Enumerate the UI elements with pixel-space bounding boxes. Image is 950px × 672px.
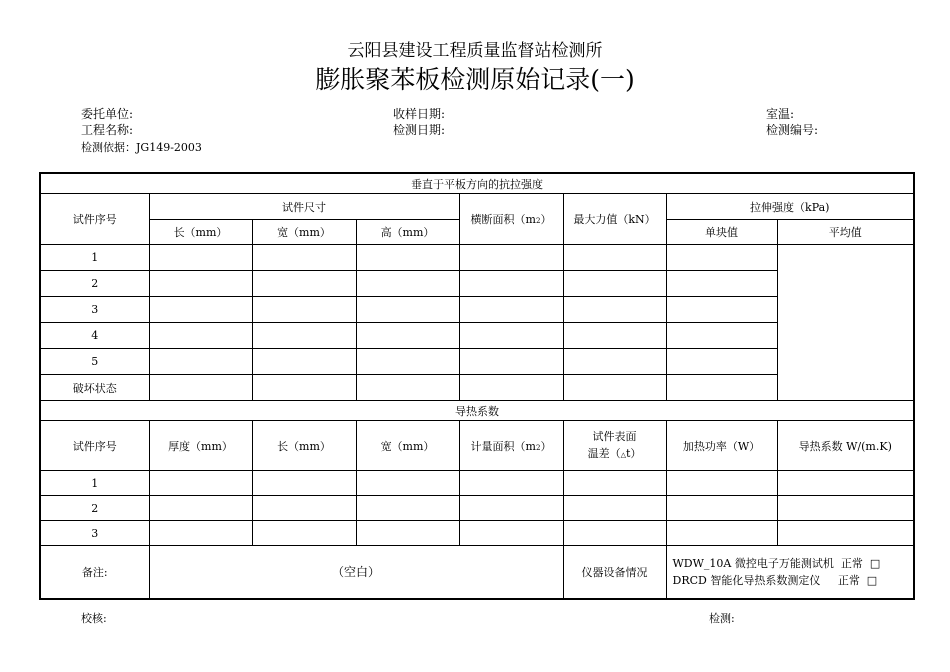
cell[interactable] xyxy=(356,496,459,521)
cell[interactable] xyxy=(149,471,252,496)
s2-col-area: 计量面积（m2） xyxy=(459,421,563,471)
s1-col-no: 试件序号 xyxy=(40,194,149,245)
cell[interactable] xyxy=(149,496,252,521)
s2-col-coefficient: 导热系数 W/(m.K) xyxy=(777,421,914,471)
s1-col-avg: 平均值 xyxy=(777,220,914,245)
basis-label: 检测依据：JG149-2003 xyxy=(81,141,202,154)
meta-middle xyxy=(393,106,445,138)
received-date-label: 收样日期: xyxy=(393,107,446,121)
cell[interactable] xyxy=(666,496,777,521)
record-table xyxy=(39,172,915,600)
cell[interactable] xyxy=(252,271,356,297)
client-label: 委托单位: xyxy=(81,107,134,121)
cell[interactable] xyxy=(149,245,252,271)
s2-col-width: 宽（mm） xyxy=(356,421,459,471)
s2-col-length: 长（mm） xyxy=(252,421,356,471)
cell[interactable] xyxy=(459,521,563,546)
cell[interactable] xyxy=(252,323,356,349)
room-temp-label: 室温: xyxy=(766,107,795,121)
s1-col-area: 横断面积（m2） xyxy=(459,194,563,245)
cell[interactable] xyxy=(666,271,777,297)
s1-col-size: 试件尺寸 xyxy=(149,194,459,220)
organization-name: 云阳县建设工程质量监督站检测所 xyxy=(347,41,603,61)
cell[interactable] xyxy=(252,245,356,271)
equipment-item-2: DRCD 智能化导热系数测定仪 正常 □ xyxy=(672,573,878,587)
section1-title: 垂直于平板方向的抗拉强度 xyxy=(40,173,914,194)
cell[interactable] xyxy=(356,521,459,546)
s1-col-force: 最大力值（kN） xyxy=(563,194,666,245)
cell[interactable] xyxy=(666,349,777,375)
cell[interactable] xyxy=(459,297,563,323)
cell[interactable] xyxy=(252,297,356,323)
cell[interactable] xyxy=(777,496,914,521)
cell[interactable] xyxy=(563,521,666,546)
cell[interactable] xyxy=(356,375,459,401)
cell[interactable] xyxy=(666,245,777,271)
cell[interactable] xyxy=(252,521,356,546)
tester-label: 检测: xyxy=(709,612,735,625)
cell[interactable] xyxy=(149,323,252,349)
s1-col-single: 单块值 xyxy=(666,220,777,245)
s1-col-height: 高（mm） xyxy=(356,220,459,245)
cell[interactable] xyxy=(459,245,563,271)
cell[interactable] xyxy=(459,496,563,521)
document-title: 膨胀聚苯板检测原始记录(一) xyxy=(315,65,635,94)
s1-row-no: 3 xyxy=(40,297,149,323)
s2-row-no: 1 xyxy=(40,471,149,496)
cell[interactable] xyxy=(356,471,459,496)
avg-cell[interactable] xyxy=(777,245,914,401)
s2-col-no: 试件序号 xyxy=(40,421,149,471)
cell[interactable] xyxy=(459,271,563,297)
cell[interactable] xyxy=(356,245,459,271)
cell[interactable] xyxy=(666,375,777,401)
cell[interactable] xyxy=(459,375,563,401)
cell[interactable] xyxy=(149,521,252,546)
cell[interactable] xyxy=(252,375,356,401)
cell[interactable] xyxy=(252,496,356,521)
s2-col-power: 加热功率（W） xyxy=(666,421,777,471)
cell[interactable] xyxy=(563,323,666,349)
test-date-label: 检测日期: xyxy=(393,123,446,137)
cell[interactable] xyxy=(563,349,666,375)
test-number-label: 检测编号: xyxy=(766,123,819,137)
failure-state-label: 破坏状态 xyxy=(40,375,149,401)
s1-row-no: 1 xyxy=(40,245,149,271)
cell[interactable] xyxy=(356,297,459,323)
cell[interactable] xyxy=(459,471,563,496)
remarks-value[interactable]: （空白） xyxy=(149,546,563,599)
cell[interactable] xyxy=(777,471,914,496)
cell[interactable] xyxy=(563,471,666,496)
equipment-list xyxy=(666,546,914,599)
cell[interactable] xyxy=(666,521,777,546)
cell[interactable] xyxy=(149,297,252,323)
cell[interactable] xyxy=(459,323,563,349)
cell[interactable] xyxy=(149,375,252,401)
s1-row-no: 4 xyxy=(40,323,149,349)
s2-row-no: 2 xyxy=(40,496,149,521)
cell[interactable] xyxy=(563,375,666,401)
cell[interactable] xyxy=(356,349,459,375)
meta-right xyxy=(766,106,818,138)
s2-col-temp-diff: 试件表面 温差（△t） xyxy=(563,421,666,471)
s1-row-no: 5 xyxy=(40,349,149,375)
cell[interactable] xyxy=(459,349,563,375)
project-label: 工程名称: xyxy=(81,123,134,137)
s1-col-width: 宽（mm） xyxy=(252,220,356,245)
cell[interactable] xyxy=(252,349,356,375)
cell[interactable] xyxy=(252,471,356,496)
remarks-label: 备注: xyxy=(40,546,149,599)
cell[interactable] xyxy=(356,323,459,349)
cell[interactable] xyxy=(777,521,914,546)
reviewer-label: 校核: xyxy=(81,612,107,625)
meta-left xyxy=(81,106,202,156)
cell[interactable] xyxy=(149,349,252,375)
cell[interactable] xyxy=(149,271,252,297)
cell[interactable] xyxy=(666,323,777,349)
section2-title: 导热系数 xyxy=(40,401,914,421)
s1-row-no: 2 xyxy=(40,271,149,297)
cell[interactable] xyxy=(563,271,666,297)
s2-row-no: 3 xyxy=(40,521,149,546)
cell[interactable] xyxy=(563,496,666,521)
cell[interactable] xyxy=(666,297,777,323)
cell[interactable] xyxy=(563,245,666,271)
s1-col-strength: 拉伸强度（kPa) xyxy=(666,194,914,220)
cell[interactable] xyxy=(563,297,666,323)
s2-col-thickness: 厚度（mm） xyxy=(149,421,252,471)
equipment-label: 仪器设备情况 xyxy=(563,546,666,599)
cell[interactable] xyxy=(666,471,777,496)
cell[interactable] xyxy=(356,271,459,297)
s1-col-length: 长（mm） xyxy=(149,220,252,245)
equipment-item-1: WDW_10A 微控电子万能测试机 正常 □ xyxy=(672,556,881,570)
